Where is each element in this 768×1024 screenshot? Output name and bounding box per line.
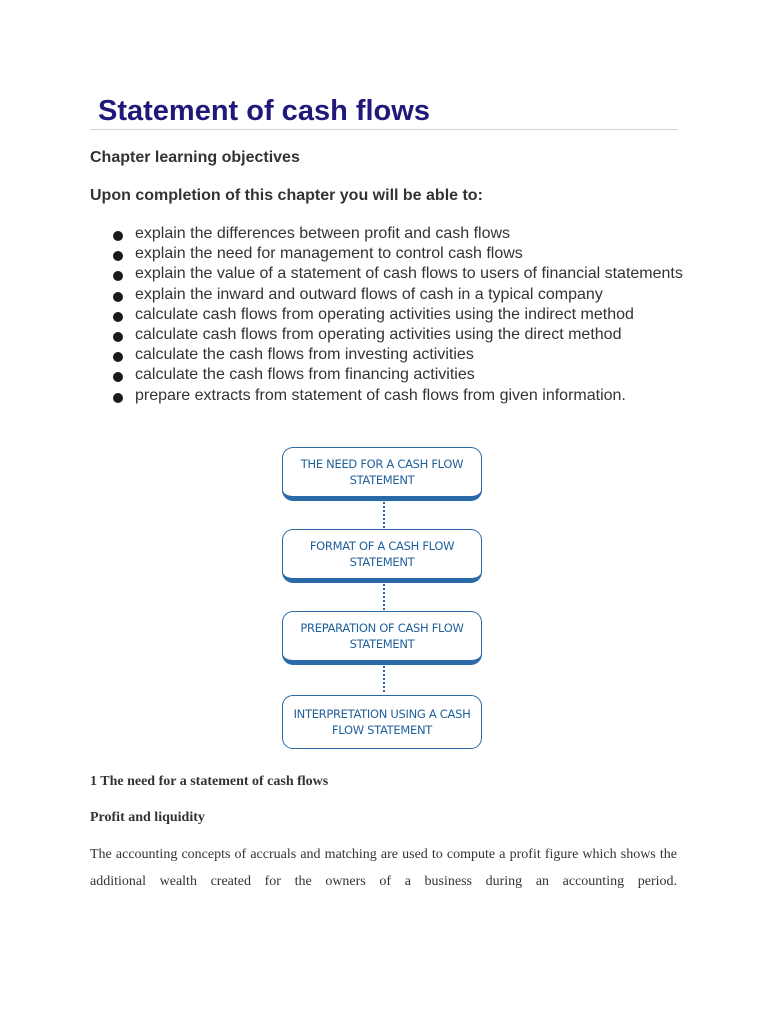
objectives-intro: Upon completion of this chapter you will be able to:	[90, 187, 483, 204]
title-divider	[90, 129, 678, 130]
flow-step-label: PREPARATION OF CASH FLOW STATEMENT	[300, 621, 464, 651]
objective-item	[108, 325, 688, 345]
objective-item	[108, 224, 688, 244]
objective-text: calculate the cash flows from investing activities	[135, 346, 474, 364]
objectives-list	[108, 224, 688, 406]
objective-text: explain the inward and outward flows of cash in a typical company	[135, 285, 603, 303]
flow-step-label: THE NEED FOR A CASH FLOW STATEMENT	[300, 457, 464, 487]
objective-item	[108, 305, 688, 325]
objective-text: explain the differences between profit and cash flows	[135, 225, 511, 242]
objective-text: calculate the cash flows from financing activities	[135, 366, 475, 384]
objective-text: explain the need for management to control cash flows	[135, 245, 523, 263]
bullet-icon	[113, 372, 123, 382]
body-paragraph: The accounting concepts of accruals and matching are used to compute a profit figure which shows the additional wealth created for the owners of a business during an accounting period.	[90, 847, 677, 889]
objective-item	[108, 345, 688, 365]
flow-step-need	[282, 447, 482, 501]
objective-item	[108, 285, 688, 305]
flow-step-label: INTERPRETATION USING A CASH FLOW STATEMENT	[293, 707, 471, 737]
bullet-icon	[113, 231, 123, 241]
flow-connector	[383, 666, 385, 692]
page-title: Statement of cash flows	[98, 95, 430, 127]
subsection-heading: Profit and liquidity	[90, 810, 205, 825]
bullet-icon	[113, 312, 123, 322]
objective-item	[108, 264, 688, 284]
objective-item	[108, 244, 688, 264]
bullet-icon	[113, 292, 123, 302]
flow-step-interpretation	[282, 695, 482, 749]
flow-connector	[383, 584, 385, 610]
flow-step-preparation	[282, 611, 482, 665]
chapter-objectives-heading: Chapter learning objectives	[90, 149, 300, 166]
objective-text: prepare extracts from statement of cash flows from given information.	[135, 386, 626, 404]
objective-text: explain the value of a statement of cash flows to users of financial statements	[135, 265, 683, 283]
objective-text: calculate cash flows from operating activities using the indirect method	[135, 305, 634, 323]
section-heading: 1 The need for a statement of cash flows	[90, 774, 329, 789]
flow-connector	[383, 502, 385, 528]
bullet-icon	[113, 393, 123, 403]
bullet-icon	[113, 352, 123, 362]
objective-text: calculate cash flows from operating activities using the direct method	[135, 326, 622, 344]
flow-step-label: FORMAT OF A CASH FLOW STATEMENT	[309, 539, 455, 569]
bullet-icon	[113, 271, 123, 281]
objective-item	[108, 386, 688, 406]
chapter-flow-diagram	[280, 445, 488, 757]
flow-step-format	[282, 529, 482, 583]
bullet-icon	[113, 332, 123, 342]
bullet-icon	[113, 251, 123, 261]
objective-item	[108, 365, 688, 385]
